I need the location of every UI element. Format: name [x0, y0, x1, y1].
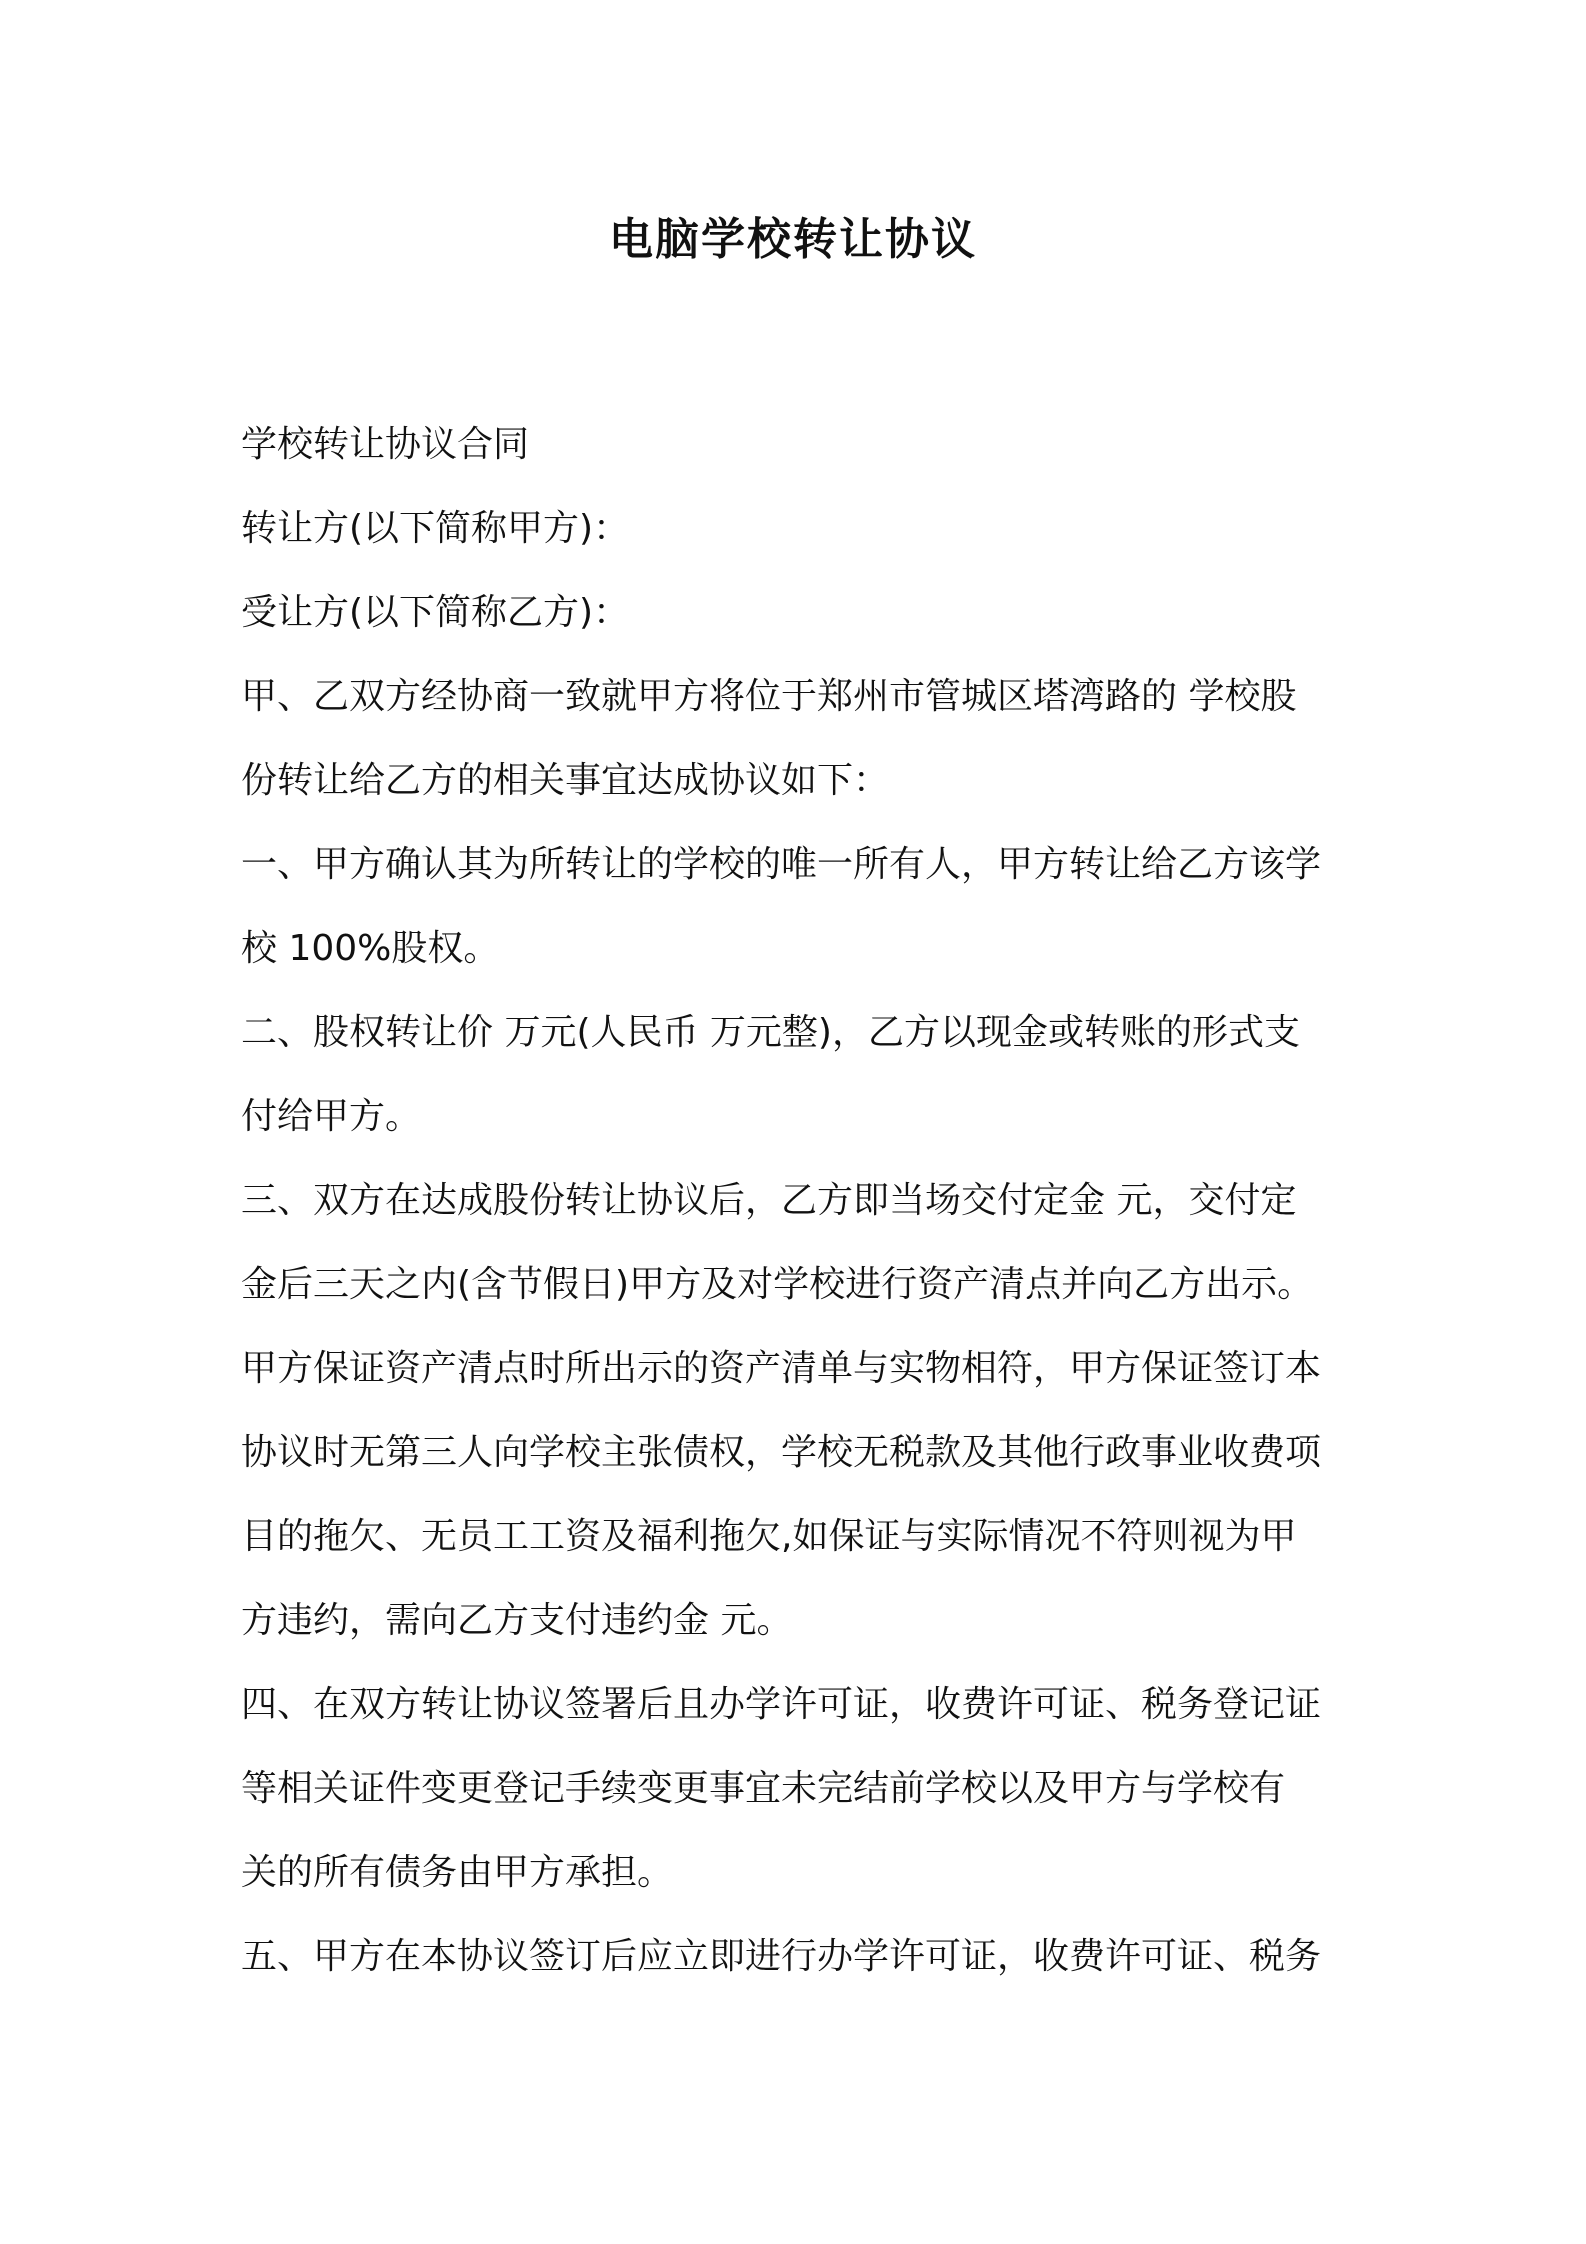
body-line: 三、双方在达成股份转让协议后，乙方即当场交付定金 元，交付定 — [241, 1180, 1297, 1221]
body-line: 校 100%股权。 — [241, 928, 500, 969]
body-line: 二、股权转让价 万元(人民币 万元整)，乙方以现金或转账的形式支 — [241, 1012, 1300, 1053]
body-line: 目的拖欠、无员工工资及福利拖欠,如保证与实际情况不符则视为甲 — [241, 1516, 1297, 1557]
body-line: 关的所有债务由甲方承担。 — [241, 1852, 674, 1893]
body-line: 付给甲方。 — [241, 1096, 422, 1137]
body-line: 协议时无第三人向学校主张债权，学校无税款及其他行政事业收费项 — [241, 1432, 1322, 1473]
document-body — [241, 403, 1359, 1999]
body-line: 五、甲方在本协议签订后应立即进行办学许可证，收费许可证、税务 — [241, 1936, 1322, 1977]
body-line: 等相关证件变更登记手续变更事宜未完结前学校以及甲方与学校有 — [241, 1768, 1286, 1809]
body-line: 学校转让协议合同 — [241, 424, 530, 465]
body-line: 甲方保证资产清点时所出示的资产清单与实物相符，甲方保证签订本 — [241, 1348, 1322, 1389]
body-line: 金后三天之内(含节假日)甲方及对学校进行资产清点并向乙方出示。 — [241, 1264, 1314, 1305]
body-line: 方违约，需向乙方支付违约金 元。 — [241, 1600, 793, 1641]
body-line: 份转让给乙方的相关事宜达成协议如下： — [241, 760, 890, 801]
document-title: 电脑学校转让协议 — [609, 214, 977, 265]
body-line: 一、甲方确认其为所转让的学校的唯一所有人，甲方转让给乙方该学 — [241, 844, 1322, 885]
body-line: 四、在双方转让协议签署后且办学许可证，收费许可证、税务登记证 — [241, 1684, 1322, 1725]
body-line: 转让方(以下简称甲方)： — [241, 508, 630, 549]
body-line: 受让方(以下简称乙方)： — [241, 592, 630, 633]
body-line: 甲、乙双方经协商一致就甲方将位于郑州市管城区塔湾路的 学校股 — [241, 676, 1297, 717]
